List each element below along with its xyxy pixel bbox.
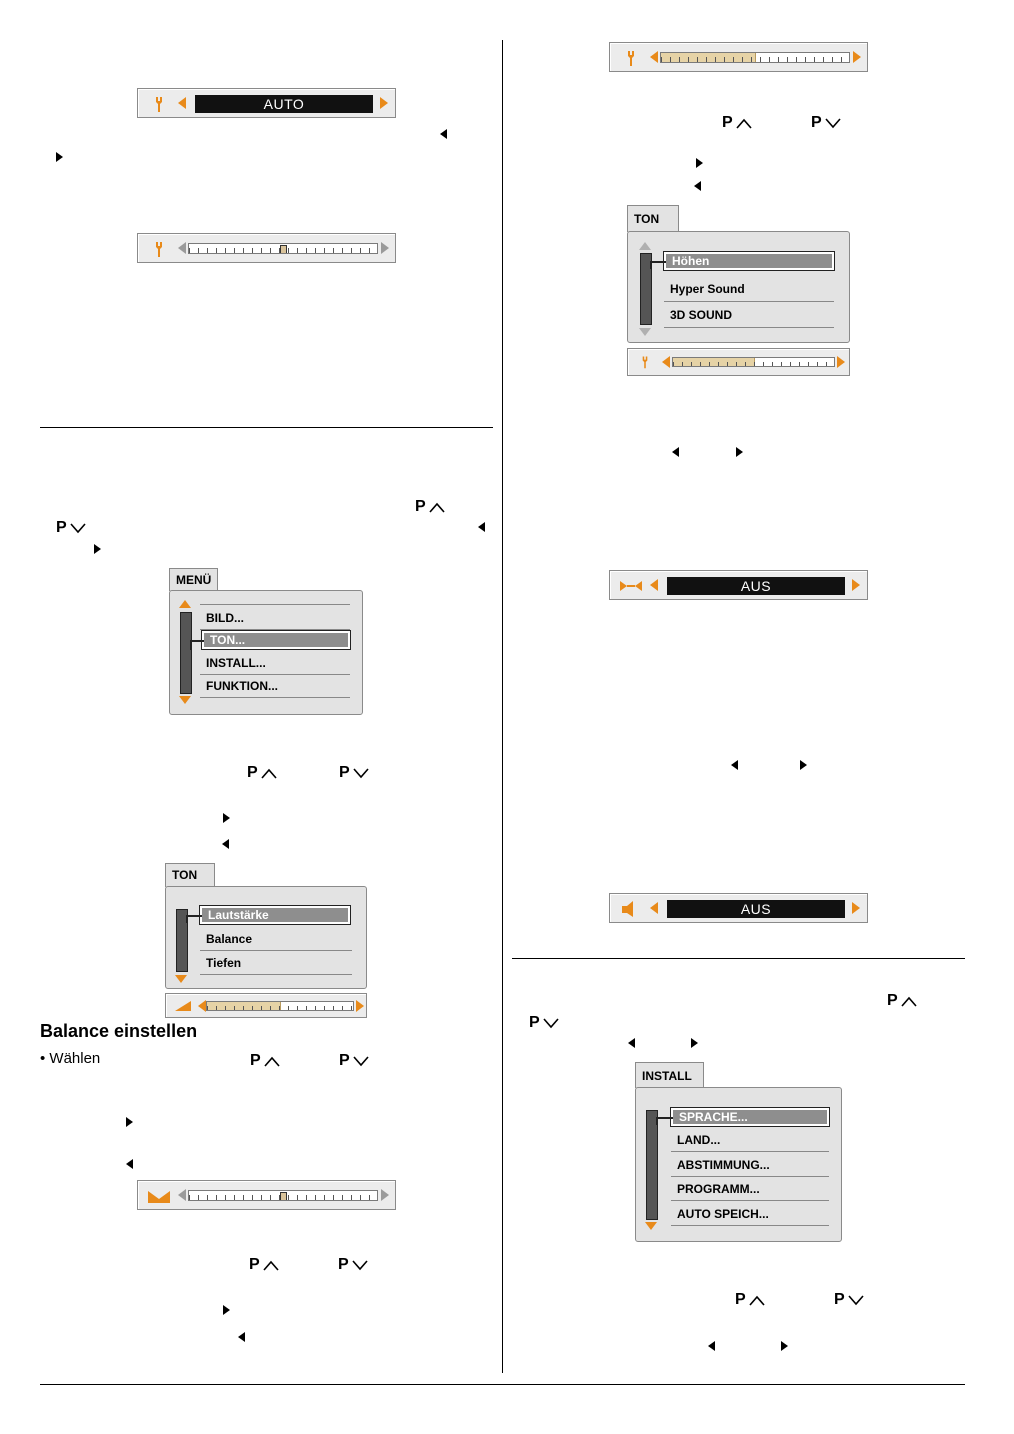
right-arrow-icon	[223, 813, 230, 823]
wrench-icon	[148, 95, 170, 113]
slider-track	[660, 52, 850, 63]
menu-item-balance[interactable]: Balance	[200, 929, 352, 951]
p-down-key: P	[339, 765, 370, 781]
p-up-key: P	[247, 765, 278, 781]
arrow-left-icon	[650, 51, 658, 63]
balance-bullet: • Wählen	[40, 1050, 101, 1067]
right-arrow-icon	[736, 447, 743, 457]
right-arrow-icon	[223, 1305, 230, 1315]
balance-icon	[148, 1187, 170, 1205]
install-menu-panel	[635, 1087, 842, 1242]
menu-item-land[interactable]: LAND...	[671, 1130, 829, 1152]
right-arrow-icon	[696, 158, 703, 168]
hoehen-bar	[627, 348, 850, 376]
arrow-left-icon	[178, 1189, 186, 1201]
arrow-right-icon	[852, 579, 860, 591]
arrow-right-icon	[381, 1189, 389, 1201]
slider-knob	[280, 245, 287, 254]
scroll-down-icon[interactable]	[175, 975, 187, 983]
osd-value: AUTO	[195, 95, 373, 113]
balance-osd-bar	[137, 1180, 396, 1210]
main-menu-panel	[169, 590, 363, 715]
speaker-icon	[620, 900, 642, 918]
left-arrow-icon	[708, 1341, 715, 1351]
right-arrow-icon	[691, 1038, 698, 1048]
arrow-right-icon	[356, 1000, 364, 1012]
menu-item-3d-sound[interactable]: 3D SOUND	[664, 304, 834, 328]
p-down-key: P	[834, 1292, 865, 1308]
menu-item-programm[interactable]: PROGRAMM...	[671, 1179, 829, 1201]
scroll-up-icon[interactable]	[639, 242, 651, 250]
p-up-key: P	[250, 1053, 281, 1069]
menu-item-bild[interactable]: BILD...	[200, 608, 350, 630]
menu-item-install[interactable]: INSTALL...	[200, 653, 350, 675]
volume-bar	[165, 993, 367, 1018]
column-divider	[502, 40, 503, 1373]
p-down-key: P	[529, 1015, 560, 1031]
menu-item-sprache[interactable]: SPRACHE...	[671, 1108, 829, 1126]
arrow-left-icon	[650, 902, 658, 914]
menu-item-tiefen[interactable]: Tiefen	[200, 953, 352, 975]
p-down-key: P	[56, 520, 87, 536]
menu-item-hoehen[interactable]: Höhen	[664, 252, 834, 270]
right-arrow-icon	[781, 1341, 788, 1351]
section-divider-left	[40, 427, 493, 428]
arrow-left-icon	[178, 242, 186, 254]
3d-sound-icon	[620, 577, 642, 595]
left-arrow-icon	[478, 522, 485, 532]
p-up-key: P	[722, 115, 753, 131]
scroll-down-icon[interactable]	[645, 1222, 657, 1230]
scroll-down-icon[interactable]	[179, 696, 191, 704]
balance-track	[188, 1190, 378, 1201]
footer-divider	[40, 1384, 965, 1385]
arrow-right-icon	[837, 356, 845, 368]
section-divider-right	[512, 958, 965, 959]
menu-item-abstimmung[interactable]: ABSTIMMUNG...	[671, 1155, 829, 1177]
p-down-key: P	[338, 1257, 369, 1273]
osd-slider-bar	[137, 233, 396, 263]
hoehen-track	[672, 357, 835, 367]
osd-auto-bar	[137, 88, 396, 118]
wrench-icon	[148, 240, 170, 258]
left-arrow-icon	[731, 760, 738, 770]
balance-heading: Balance einstellen	[40, 1021, 198, 1041]
right-arrow-icon	[56, 152, 63, 162]
arrow-right-icon	[380, 97, 388, 109]
p-up-key: P	[887, 993, 918, 1009]
left-arrow-icon	[628, 1038, 635, 1048]
arrow-right-icon	[853, 51, 861, 63]
osd-value: AUS	[667, 577, 845, 595]
ton-tab: TON	[165, 863, 215, 887]
volume-track	[206, 1001, 354, 1011]
scrollbar[interactable]	[180, 612, 192, 694]
osd-top-bar	[609, 42, 868, 72]
volume-ramp-icon	[174, 1000, 192, 1012]
p-down-key: P	[339, 1053, 370, 1069]
ton-menu-panel	[165, 886, 367, 989]
right-arrow-icon	[94, 544, 101, 554]
left-arrow-icon	[222, 839, 229, 849]
osd-value: AUS	[667, 900, 845, 918]
left-arrow-icon	[126, 1159, 133, 1169]
arrow-left-icon	[198, 1000, 206, 1012]
osd-aus-speaker-bar	[609, 893, 868, 923]
right-arrow-icon	[800, 760, 807, 770]
wrench-icon	[636, 355, 654, 369]
p-up-key: P	[735, 1292, 766, 1308]
arrow-left-icon	[178, 97, 186, 109]
arrow-right-icon	[852, 902, 860, 914]
p-up-key: P	[415, 499, 446, 515]
left-arrow-icon	[440, 129, 447, 139]
arrow-left-icon	[662, 356, 670, 368]
menu-tab: MENÜ	[169, 568, 218, 591]
left-arrow-icon	[672, 447, 679, 457]
balance-knob	[280, 1192, 287, 1201]
scroll-down-icon[interactable]	[639, 328, 651, 336]
left-arrow-icon	[694, 181, 701, 191]
menu-item-lautstaerke[interactable]: Lautstärke	[200, 906, 350, 924]
arrow-right-icon	[381, 242, 389, 254]
slider-track	[188, 243, 378, 254]
ton-menu-panel-2	[627, 231, 850, 343]
osd-aus-3d-bar	[609, 570, 868, 600]
right-arrow-icon	[126, 1117, 133, 1127]
wrench-icon	[620, 49, 642, 67]
p-up-key: P	[249, 1257, 280, 1273]
scrollbar[interactable]	[646, 1110, 658, 1220]
ton-tab: TON	[627, 205, 679, 232]
left-arrow-icon	[238, 1332, 245, 1342]
scroll-up-icon[interactable]	[179, 600, 191, 608]
menu-item-hyper-sound[interactable]: Hyper Sound	[664, 278, 834, 302]
menu-item-funktion[interactable]: FUNKTION...	[200, 676, 350, 698]
arrow-left-icon	[650, 579, 658, 591]
install-tab: INSTALL	[635, 1062, 704, 1088]
p-down-key: P	[811, 115, 842, 131]
menu-item-auto-speich[interactable]: AUTO SPEICH...	[671, 1204, 829, 1226]
menu-item-ton[interactable]: TON...	[202, 631, 350, 649]
